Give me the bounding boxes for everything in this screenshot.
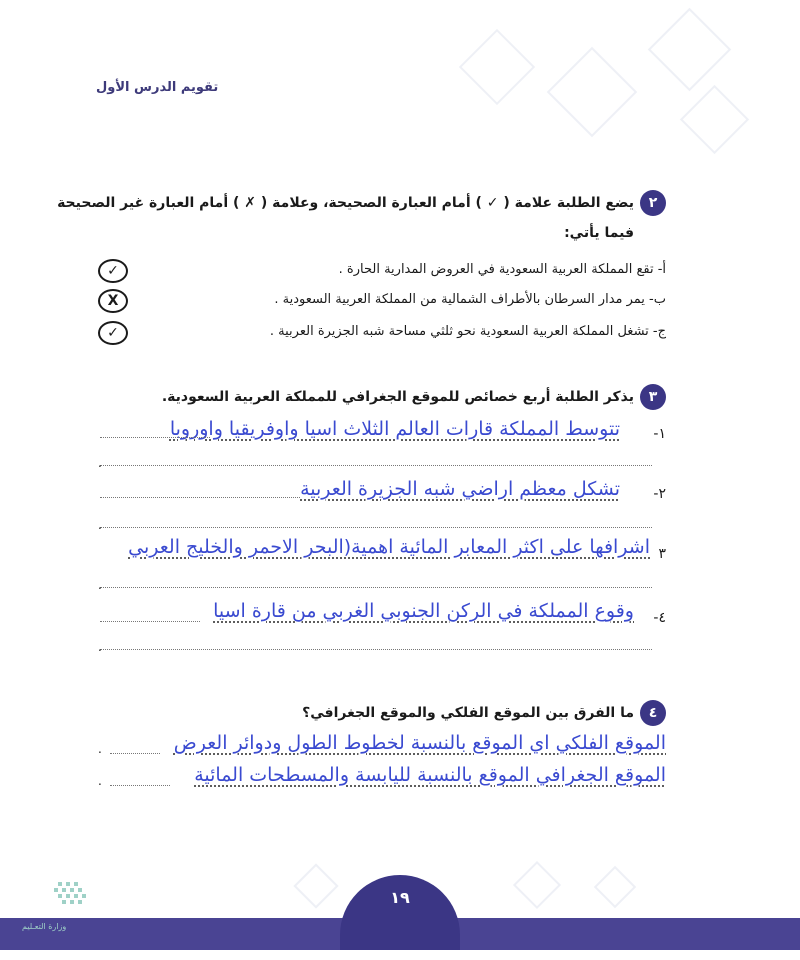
decorative-diamond [648,8,731,91]
line-end-dot: . [98,640,102,654]
answer-line [100,526,652,528]
q3-answer-3: اشرافها على اكثر المعابر المائية اهمية(البحر الاحمر والخليج العربي [128,536,650,558]
q3-prompt: يذكر الطلبة أربع خصائص للموقع الجغرافي للمملكة العربية السعودية. [161,389,634,405]
question-number-3: ٣ [640,384,666,410]
line-end-dot: . [98,518,102,532]
answer-line [100,464,652,466]
q3-item-4-label: ٤- [653,610,666,626]
line-end-dot: . [98,742,102,756]
q3-answer-4: وقوع المملكة في الركن الجنوبي الغربي من قارة اسيا [213,600,634,622]
q2-statement-a: أ- تقع المملكة العربية السعودية في العروض المدارية الحارة . [338,262,666,277]
lesson-review-title: تقويم الدرس الأول [96,80,219,95]
q3-item-3-label: ٣ [658,546,666,562]
line-end-dot: . [98,774,102,788]
line-end-dot: . [98,456,102,470]
page-number-tab [340,875,460,950]
answer-line [110,752,160,754]
q2-mark-a: ✓ [98,259,128,283]
q2-mark-b: X [98,289,128,313]
decorative-diamond [594,866,636,908]
q2-mark-c: ✓ [98,321,128,345]
answer-line [100,586,652,588]
q3-answer-2: تشكل معظم اراضي شبه الجزيرة العربية [300,478,620,500]
q3-answer-1: تتوسط المملكة قارات العالم الثلاث اسيا واوفريقيا واوروبا [169,418,620,440]
answer-line [100,620,200,622]
answer-line [100,648,652,650]
q2-statement-b: ب- يمر مدار السرطان بالأطراف الشمالية من المملكة العربية السعودية . [274,292,666,307]
answer-line [100,496,300,498]
q4-answer-1: الموقع الفلكي اي الموقع بالنسبة لخطوط الطول ودوائر العرض [173,732,666,754]
question-number-2: ٢ [640,190,666,216]
decorative-diamond [459,29,535,105]
decorative-diamond [680,85,749,154]
q4-answer-2: الموقع الجغرافي الموقع بالنسبة لليابسة والمسطحات المائية [194,764,666,786]
q2-prompt-line1: يضع الطلبة علامة ( ✓ ) أمام العبارة الصحيحة، وعلامة ( ✗ ) أمام العبارة غير الصحيحة [57,195,634,211]
decorative-diamond [293,863,338,908]
ministry-logo-text: وزارة التعـليم [22,922,67,931]
q4-prompt: ما الفرق بين الموقع الفلكي والموقع الجغرافي؟ [302,705,634,721]
q3-item-2-label: ٢- [653,486,666,502]
q3-item-1-label: ١- [653,426,666,442]
answer-line [110,784,170,786]
q2-prompt-line2: فيما يأتي: [564,225,634,241]
question-number-4: ٤ [640,700,666,726]
page-number: ١٩ [390,888,410,907]
line-end-dot: . [98,578,102,592]
answer-line [100,436,210,438]
ministry-logo-icon [18,878,98,926]
decorative-diamond [547,47,638,138]
q2-statement-c: ج- تشغل المملكة العربية السعودية نحو ثلثي مساحة شبه الجزيرة العربية . [269,324,666,339]
decorative-diamond [513,861,561,909]
